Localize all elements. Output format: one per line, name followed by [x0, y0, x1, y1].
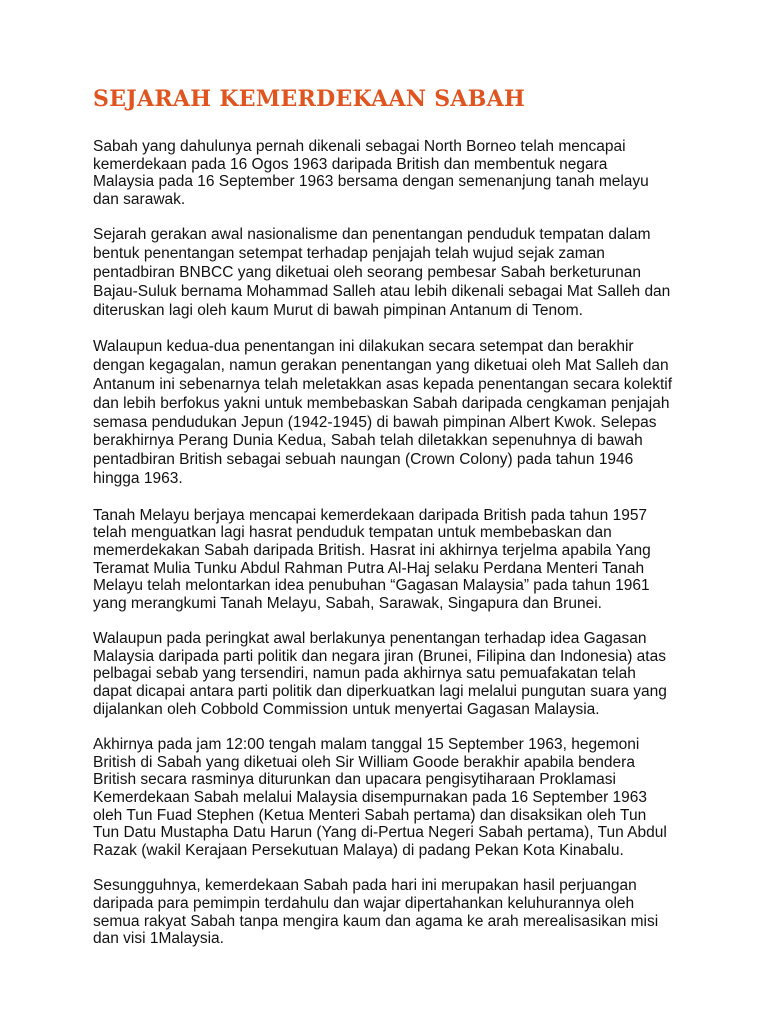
paragraph-malaysia-proposal: Tanah Melayu berjaya mencapai kemerdekaan daripada British pada tahun 1957 telah menguatkan lagi hasrat penduduk tempatan untuk membebaskan dan memerdekakan Sabah daripada British. Hasrat ini akhirnya terjelma apabila Yang Teramat Mulia Tunku Abdul Rahman Putra Al-Haj selaku Perdana Menteri Tanah Melayu telah melontarkan idea penubuhan “Gagasan Malaysia” pada tahun 1961 yang merangkumi Tanah Melayu, Sabah, Sarawak, Singapura dan Brunei. [93, 506, 651, 612]
paragraph-proclamation: Akhirnya pada jam 12:00 tengah malam tanggal 15 September 1963, hegemoni British di Sabah yang diketuai oleh Sir William Goode berakhir apabila bendera British secara rasminya diturunkan dan upacara pengisytiharaan Proklamasi Kemerdekaan Sabah melalui Malaysia disempurnakan pada 16 September 1963 oleh Tun Fuad Stephen (Ketua Menteri Sabah pertama) dan disaksikan oleh Tun Tun Datu Mustapha Datu Harun (Yang di-Pertua Negeri Sabah pertama), Tun Abdul Razak (wakil Kerajaan Persekutuan Malaya) di padang Pekan Kota Kinabalu. [93, 736, 667, 859]
paragraph-early-nationalism: Sejarah gerakan awal nasionalisme dan penentangan penduduk tempatan dalam bentuk penentangan setempat terhadap penjajah telah wujud sejak zaman pentadbiran BNBCC yang diketuai oleh seorang pembesar Sabah berketurunan Bajau-Suluk bernama Mohammad Salleh atau lebih dikenali sebagai Mat Salleh dan diteruskan lagi oleh kaum Murut di bawah pimpinan Antanum di Tenom. [93, 226, 671, 319]
paragraph-cobbold-commission: Walaupun pada peringkat awal berlakunya penentangan terhadap idea Gagasan Malaysia daripada parti politik dan negara jiran (Brunei, Filipina dan Indonesia) atas pelbagai sebab yang tersendiri, namun pada akhirnya satu pemuafakatan telah dapat dicapai antara parti politik dan diperkuatkan lagi melalui pungutan suara yang dijalankan oleh Cobbold Commission untuk menyertai Gagasan Malaysia. [93, 630, 667, 718]
paragraph-resistance-legacy: Walaupun kedua-dua penentangan ini dilakukan secara setempat dan berakhir dengan kegagalan, namun gerakan penentangan yang diketuai oleh Mat Salleh dan Antanum ini sebenarnya telah meletakkan asas kepada penentangan secara kolektif dan lebih berfokus yakni untuk membebaskan Sabah daripada cengkaman penjajah semasa pendudukan Jepun (1942-1945) di bawah pimpinan Albert Kwok. Selepas berakhirnya Perang Dunia Kedua, Sabah telah diletakkan sepenuhnya di bawah pentadbiran British sebagai sebuah naungan (Crown Colony) pada tahun 1946 hingga 1963. [93, 338, 673, 487]
paragraph-intro: Sabah yang dahulunya pernah dikenali sebagai North Borneo telah mencapai kemerdekaan pada 16 Ogos 1963 daripada British dan membentuk negara Malaysia pada 16 September 1963 bersama dengan semenanjung tanah melayu dan sarawak. [93, 138, 649, 208]
paragraph-conclusion: Sesungguhnya, kemerdekaan Sabah pada hari ini merupakan hasil perjuangan daripada para pemimpin terdahulu dan wajar dipertahankan keluhurannya oleh semua rakyat Sabah tanpa mengira kaum dan agama ke arah merealisasikan misi dan visi 1Malaysia. [93, 877, 659, 948]
document-title: SEJARAH KEMERDEKAAN SABAH [93, 86, 526, 112]
document-body [93, 138, 685, 966]
